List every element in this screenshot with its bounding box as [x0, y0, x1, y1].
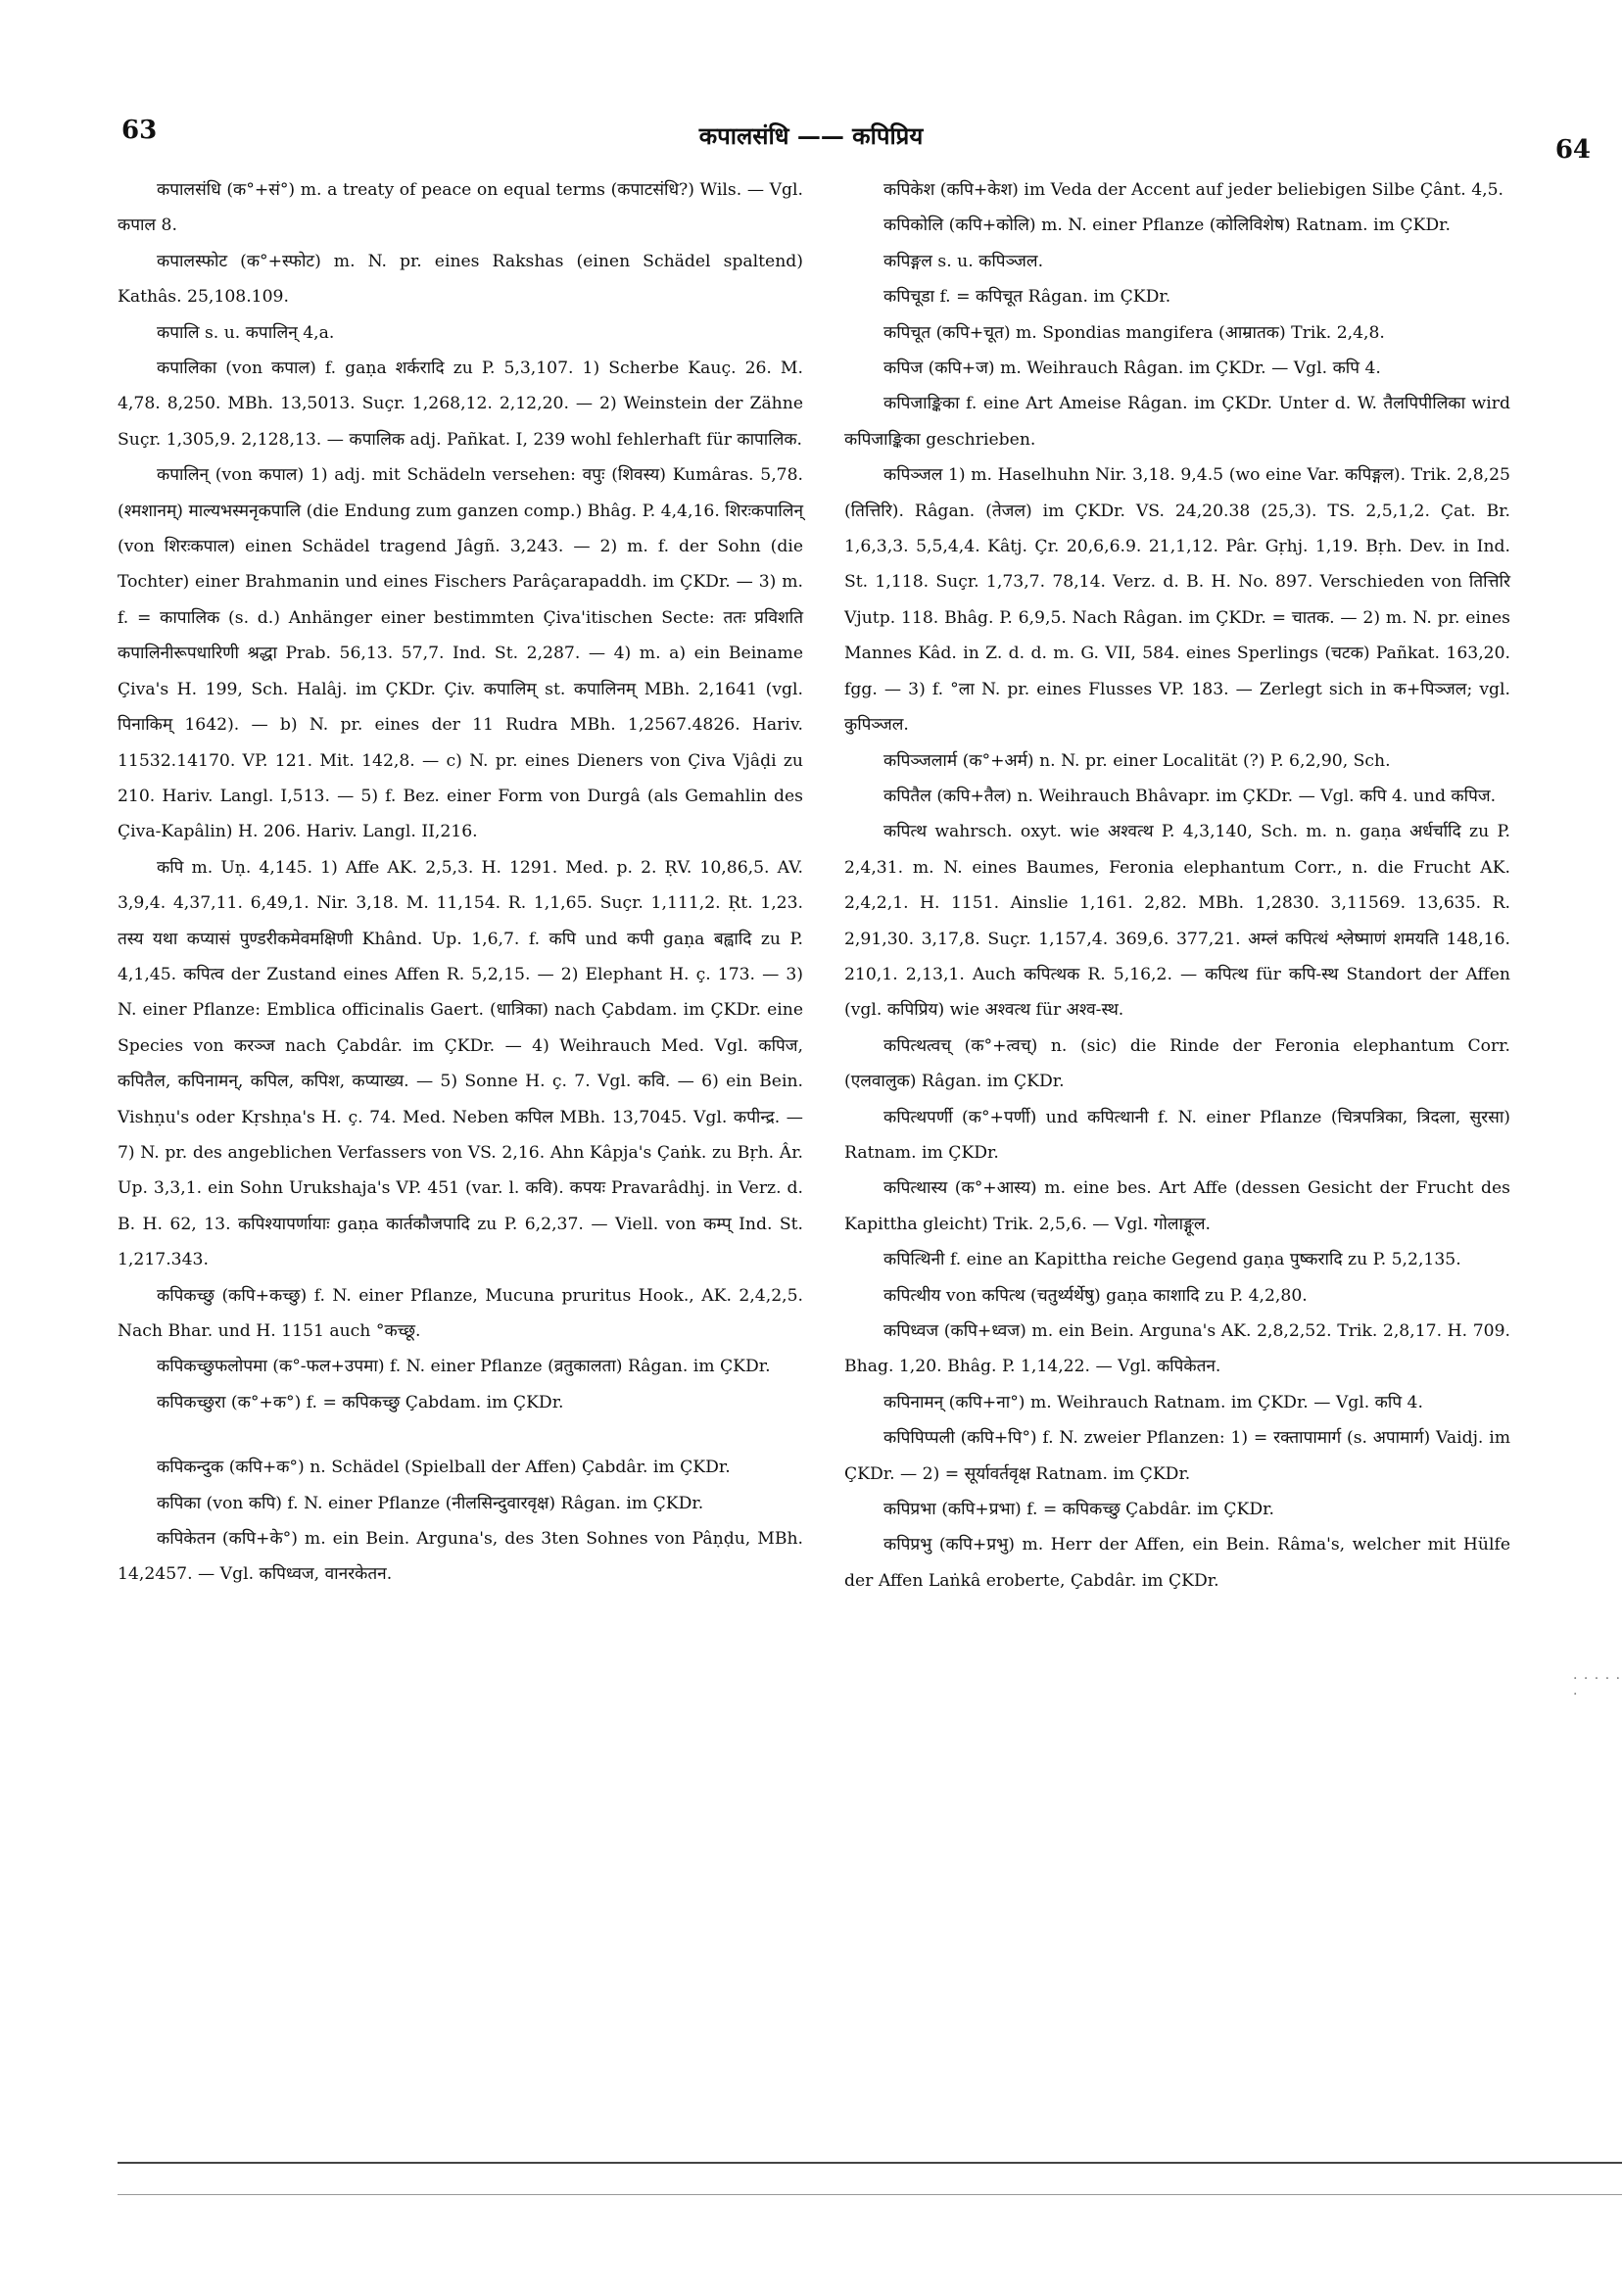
margin-dots: · · · · · ·	[1573, 1671, 1622, 1702]
left-column	[118, 172, 803, 1593]
dictionary-entry: कपालि s. u. कपालिन् 4,a.	[157, 322, 335, 343]
dictionary-entry: कपिकेतन (कपि+के°) m. ein Bein. Arguna's, des 3ten Sohnes von Pâṇḍu, MBh. 14,2457. — Vgl. कपिध्वज, वानरकेतन.	[118, 1529, 803, 1585]
dictionary-entry: कपित्थीय von कपित्थ (चतुर्थ्यर्थेषु) gaṇa काशादि zu P. 4,2,80.	[883, 1285, 1308, 1306]
dictionary-entry: कपालिन् (von कपाल) 1) adj. mit Schädeln versehen: वपुः (शिवस्य) Kumâras. 5,78. (श्मशानम्) माल्यभस्मनृकपालि (die Endung zum ganzen comp.) Bhâg. P. 4,4,16. शिरःकपालिन् (von शिरःकपाल) einen Schädel tragend Jâgñ. 3,243. — 2) m. f. der Sohn (die Tochter) einer Brahmanin und eines Fischers Parâçarapaddh. im ÇKDr. — 3) m. f. = कापालिक (s. d.) Anhänger einer bestimmten Çiva'itischen Secte: ततः प्रविशति कपालिनीरूपधारिणी श्रद्धा Prab. 56,13. 57,7. Ind. St. 2,287. — 4) m. a) ein Beiname Çiva's H. 199, Sch. Halâj. im ÇKDr. Çiv. कपालिम् st. कपालिनम् MBh. 2,1641 (vgl. पिनाकिम् 1642). — b) N. pr. eines der 11 Rudra MBh. 1,2567.4826. Hariv. 11532.14170. VP. 121. Mit. 142,8. — c) N. pr. eines Dieners von Çiva Vjâḍi zu 210. Hariv. Langl. I,513. — 5) f. Bez. einer Form von Durgâ (als Gemahlin des Çiva-Kapâlin) H. 206. Hariv. Langl. II,216.	[118, 465, 803, 842]
dictionary-entry: कपिप्रभु (कपि+प्रभु) m. Herr der Affen, ein Bein. Râma's, welcher mit Hülfe der Affen Laṅkâ eroberte, Çabdâr. im ÇKDr.	[844, 1535, 1510, 1591]
dictionary-entry: कपित्थत्वच् (क°+त्वच्) n. (sic) die Rinde der Feronia elephantum Corr. (एलवालुक) Râgan. im ÇKDr.	[844, 1035, 1510, 1092]
dictionary-entry: कपिञ्जल 1) m. Haselhuhn Nir. 3,18. 9,4.5 (wo eine Var. कपिङ्गल). Trik. 2,8,25 (तित्तिरि). Râgan. (तेजल) im ÇKDr. VS. 24,20.38 (25,3). TS. 2,5,1,2. Çat. Br. 1,6,3,3. 5,5,4,4. Kâtj. Çr. 20,6,6.9. 21,1,12. Pâr. Gṛhj. 1,19. Bṛh. Dev. in Ind. St. 1,118. Suçr. 1,73,7. 78,14. Verz. d. B. H. No. 897. Verschieden von तित्तिरि Vjutp. 118. Bhâg. P. 6,9,5. Nach Râgan. im ÇKDr. = चातक. — 2) m. N. pr. eines Mannes Kâd. in Z. d. d. m. G. VII, 584. eines Sperlings (चटक) Pañkat. 163,20. fgg. — 3) f. °ला N. pr. eines Flusses VP. 183. — Zerlegt sich in क+पिञ्जल; vgl. कुपिञ्जल.	[844, 465, 1510, 736]
page-header	[0, 116, 1622, 165]
footer-rule-thin	[118, 2194, 1622, 2195]
dictionary-entry: कपित्थपर्णी (क°+पर्णी) und कपित्थानी f. N. einer Pflanze (चित्रपत्रिका, त्रिदला, सुरसा) Ratnam. im ÇKDr.	[844, 1107, 1510, 1163]
dictionary-entry: कपिध्वज (कपि+ध्वज) m. ein Bein. Arguna's AK. 2,8,2,52. Trik. 2,8,17. H. 709. Bhag. 1,20. Bhâg. P. 1,14,22. — Vgl. कपिकेतन.	[844, 1321, 1510, 1377]
dictionary-entry: कपित्थ wahrsch. oxyt. wie अश्वत्थ P. 4,3,140, Sch. m. n. gaṇa अर्धर्चादि zu P. 2,4,31. m. N. eines Baumes, Feronia elephantum Corr., n. die Frucht AK. 2,4,2,1. H. 1151. Ainslie 1,161. 2,82. MBh. 1,2830. 3,11569. 13,635. R. 2,91,30. 3,17,8. Suçr. 1,157,4. 369,6. 377,21. अम्लं कपित्थं श्लेष्माणं शमयति 148,16. 210,1. 2,13,1. Auch कपित्थक R. 5,16,2. — कपित्थ für कपि-स्थ Standort der Affen (vgl. कपिप्रिय) wie अश्वत्थ für अश्व-स्थ.	[844, 822, 1510, 1021]
page-number-right: 64	[1554, 135, 1591, 165]
dictionary-entry: कपिपिप्पली (कपि+पि°) f. N. zweier Pflanzen: 1) = रक्तापामार्ग (s. अपामार्ग) Vaidj. im ÇKDr. — 2) = सूर्यावर्तवृक्ष Ratnam. im ÇKDr.	[844, 1428, 1510, 1484]
running-title: कपालसंधि —— कपिप्रिय	[698, 121, 924, 150]
dictionary-entry: कपिका (von कपि) f. N. einer Pflanze (नीलसिन्दुवारवृक्ष) Râgan. im ÇKDr.	[157, 1493, 704, 1513]
dictionary-entry: कपिञ्जलार्म (क°+अर्म) n. N. pr. einer Localität (?) P. 6,2,90, Sch.	[883, 750, 1391, 771]
dictionary-entry: कपिकच्छुफलोपमा (क°-फल+उपमा) f. N. einer Pflanze (व्रतुकालता) Râgan. im ÇKDr.	[157, 1357, 771, 1377]
dictionary-entry: कपालस्फोट (क°+स्फोट) m. N. pr. eines Rakshas (einen Schädel spaltend) Kathâs. 25,108.109.	[118, 251, 803, 308]
dictionary-entry: कपिकन्दुक (कपि+क°) n. Schädel (Spielball der Affen) Çabdâr. im ÇKDr.	[157, 1458, 731, 1478]
dictionary-entry: कपितैल (कपि+तैल) n. Weihrauch Bhâvapr. im ÇKDr. — Vgl. कपि 4. und कपिज.	[883, 786, 1497, 806]
dictionary-entry: कपित्थिनी f. eine an Kapittha reiche Gegend gaṇa पुष्करादि zu P. 5,2,135.	[883, 1250, 1461, 1270]
dictionary-entry: कपालसंधि (क°+सं°) m. a treaty of peace on equal terms (कपाटसंधि?) Wils. — Vgl. कपाल 8.	[118, 180, 803, 236]
dictionary-entry: कपिज (कपि+ज) m. Weihrauch Râgan. im ÇKDr. — Vgl. कपि 4.	[883, 359, 1381, 379]
dictionary-entry: कपिप्रभा (कपि+प्रभा) f. = कपिकच्छु Çabdâr. im ÇKDr.	[883, 1500, 1274, 1520]
right-column	[844, 172, 1510, 1599]
dictionary-entry: कपिचूडा f. = कपिचूत Râgan. im ÇKDr.	[883, 287, 1171, 308]
dictionary-entry: कपिजाङ्किका f. eine Art Ameise Râgan. im ÇKDr. Unter d. W. तैलपिपीलिका wird कपिजाङ्किका geschrieben.	[844, 394, 1510, 450]
footer-rule	[118, 2162, 1622, 2164]
dictionary-entry: कपिकच्छुरा (क°+क°) f. = कपिकच्छु Çabdam. im ÇKDr.	[157, 1392, 564, 1412]
dictionary-entry: कपिङ्गल s. u. कपिञ्जल.	[883, 251, 1044, 271]
dictionary-entry: कपालिका (von कपाल) f. gaṇa शर्करादि zu P. 5,3,107. 1) Scherbe Kauç. 26. M. 4,78. 8,250. MBh. 13,5013. Suçr. 1,268,12. 2,12,20. — 2) Weinstein der Zähne Suçr. 1,305,9. 2,128,13. — कपालिक adj. Pañkat. I, 239 wohl fehlerhaft für कापालिक.	[118, 359, 803, 450]
dictionary-entry: कपि m. Uṇ. 4,145. 1) Affe AK. 2,5,3. H. 1291. Med. p. 2. ṚV. 10,86,5. AV. 3,9,4. 4,37,11. 6,49,1. Nir. 3,18. M. 11,154. R. 1,1,65. Suçr. 1,111,2. Ṛt. 1,23. तस्य यथा कप्यासं पुण्डरीकमेवमक्षिणी Khând. Up. 1,6,7. f. कपि und कपी gaṇa बह्वादि zu P. 4,1,45. कपित्व der Zustand eines Affen R. 5,2,15. — 2) Elephant H. ç. 173. — 3) N. einer Pflanze: Emblica officinalis Gaert. (धात्रिका) nach Çabdam. im ÇKDr. eine Species von करञ्ज nach Çabdâr. im ÇKDr. — 4) Weihrauch Med. Vgl. कपिज, कपितैल, कपिनामन्, कपिल, कपिश, कप्याख्य. — 5) Sonne H. ç. 7. Vgl. कवि. — 6) ein Bein. Vishṇu's oder Kṛshṇa's H. ç. 74. Med. Neben कपिल MBh. 13,7045. Vgl. कपीन्द्र. — 7) N. pr. des angeblichen Verfassers von VS. 2,16. Ahn Kâpja's Çaṅk. zu Bṛh. Âr. Up. 3,3,1. ein Sohn Urukshaja's VP. 451 (var. l. कवि). कपयः Pravarâdhj. in Verz. d. B. H. 62, 13. कपिश्यापर्णायाः gaṇa कार्तकौजपादि zu P. 6,2,37. — Viell. von कम्प् Ind. St. 1,217.343.	[118, 857, 803, 1270]
dictionary-entry: कपिकच्छु (कपि+कच्छु) f. N. einer Pflanze, Mucuna pruritus Hook., AK. 2,4,2,5. Nach Bhar. und H. 1151 auch °कच्छू.	[118, 1285, 803, 1341]
page-number-left: 63	[121, 116, 158, 145]
dictionary-entry: कपिकेश (कपि+केश) im Veda der Accent auf jeder beliebigen Silbe Çânt. 4,5.	[883, 180, 1503, 200]
dictionary-entry: कपिचूत (कपि+चूत) m. Spondias mangifera (आम्रातक) Trik. 2,4,8.	[883, 322, 1385, 343]
dictionary-entry: कपिनामन् (कपि+ना°) m. Weihrauch Ratnam. im ÇKDr. — Vgl. कपि 4.	[883, 1392, 1423, 1412]
dictionary-entry: कपिकोलि (कपि+कोलि) m. N. einer Pflanze (कोलिविशेष) Ratnam. im ÇKDr.	[883, 215, 1451, 236]
dictionary-entry: कपित्थास्य (क°+आस्य) m. eine bes. Art Affe (dessen Gesicht der Frucht des Kapittha gleicht) Trik. 2,5,6. — Vgl. गोलाङ्गूल.	[844, 1178, 1510, 1234]
